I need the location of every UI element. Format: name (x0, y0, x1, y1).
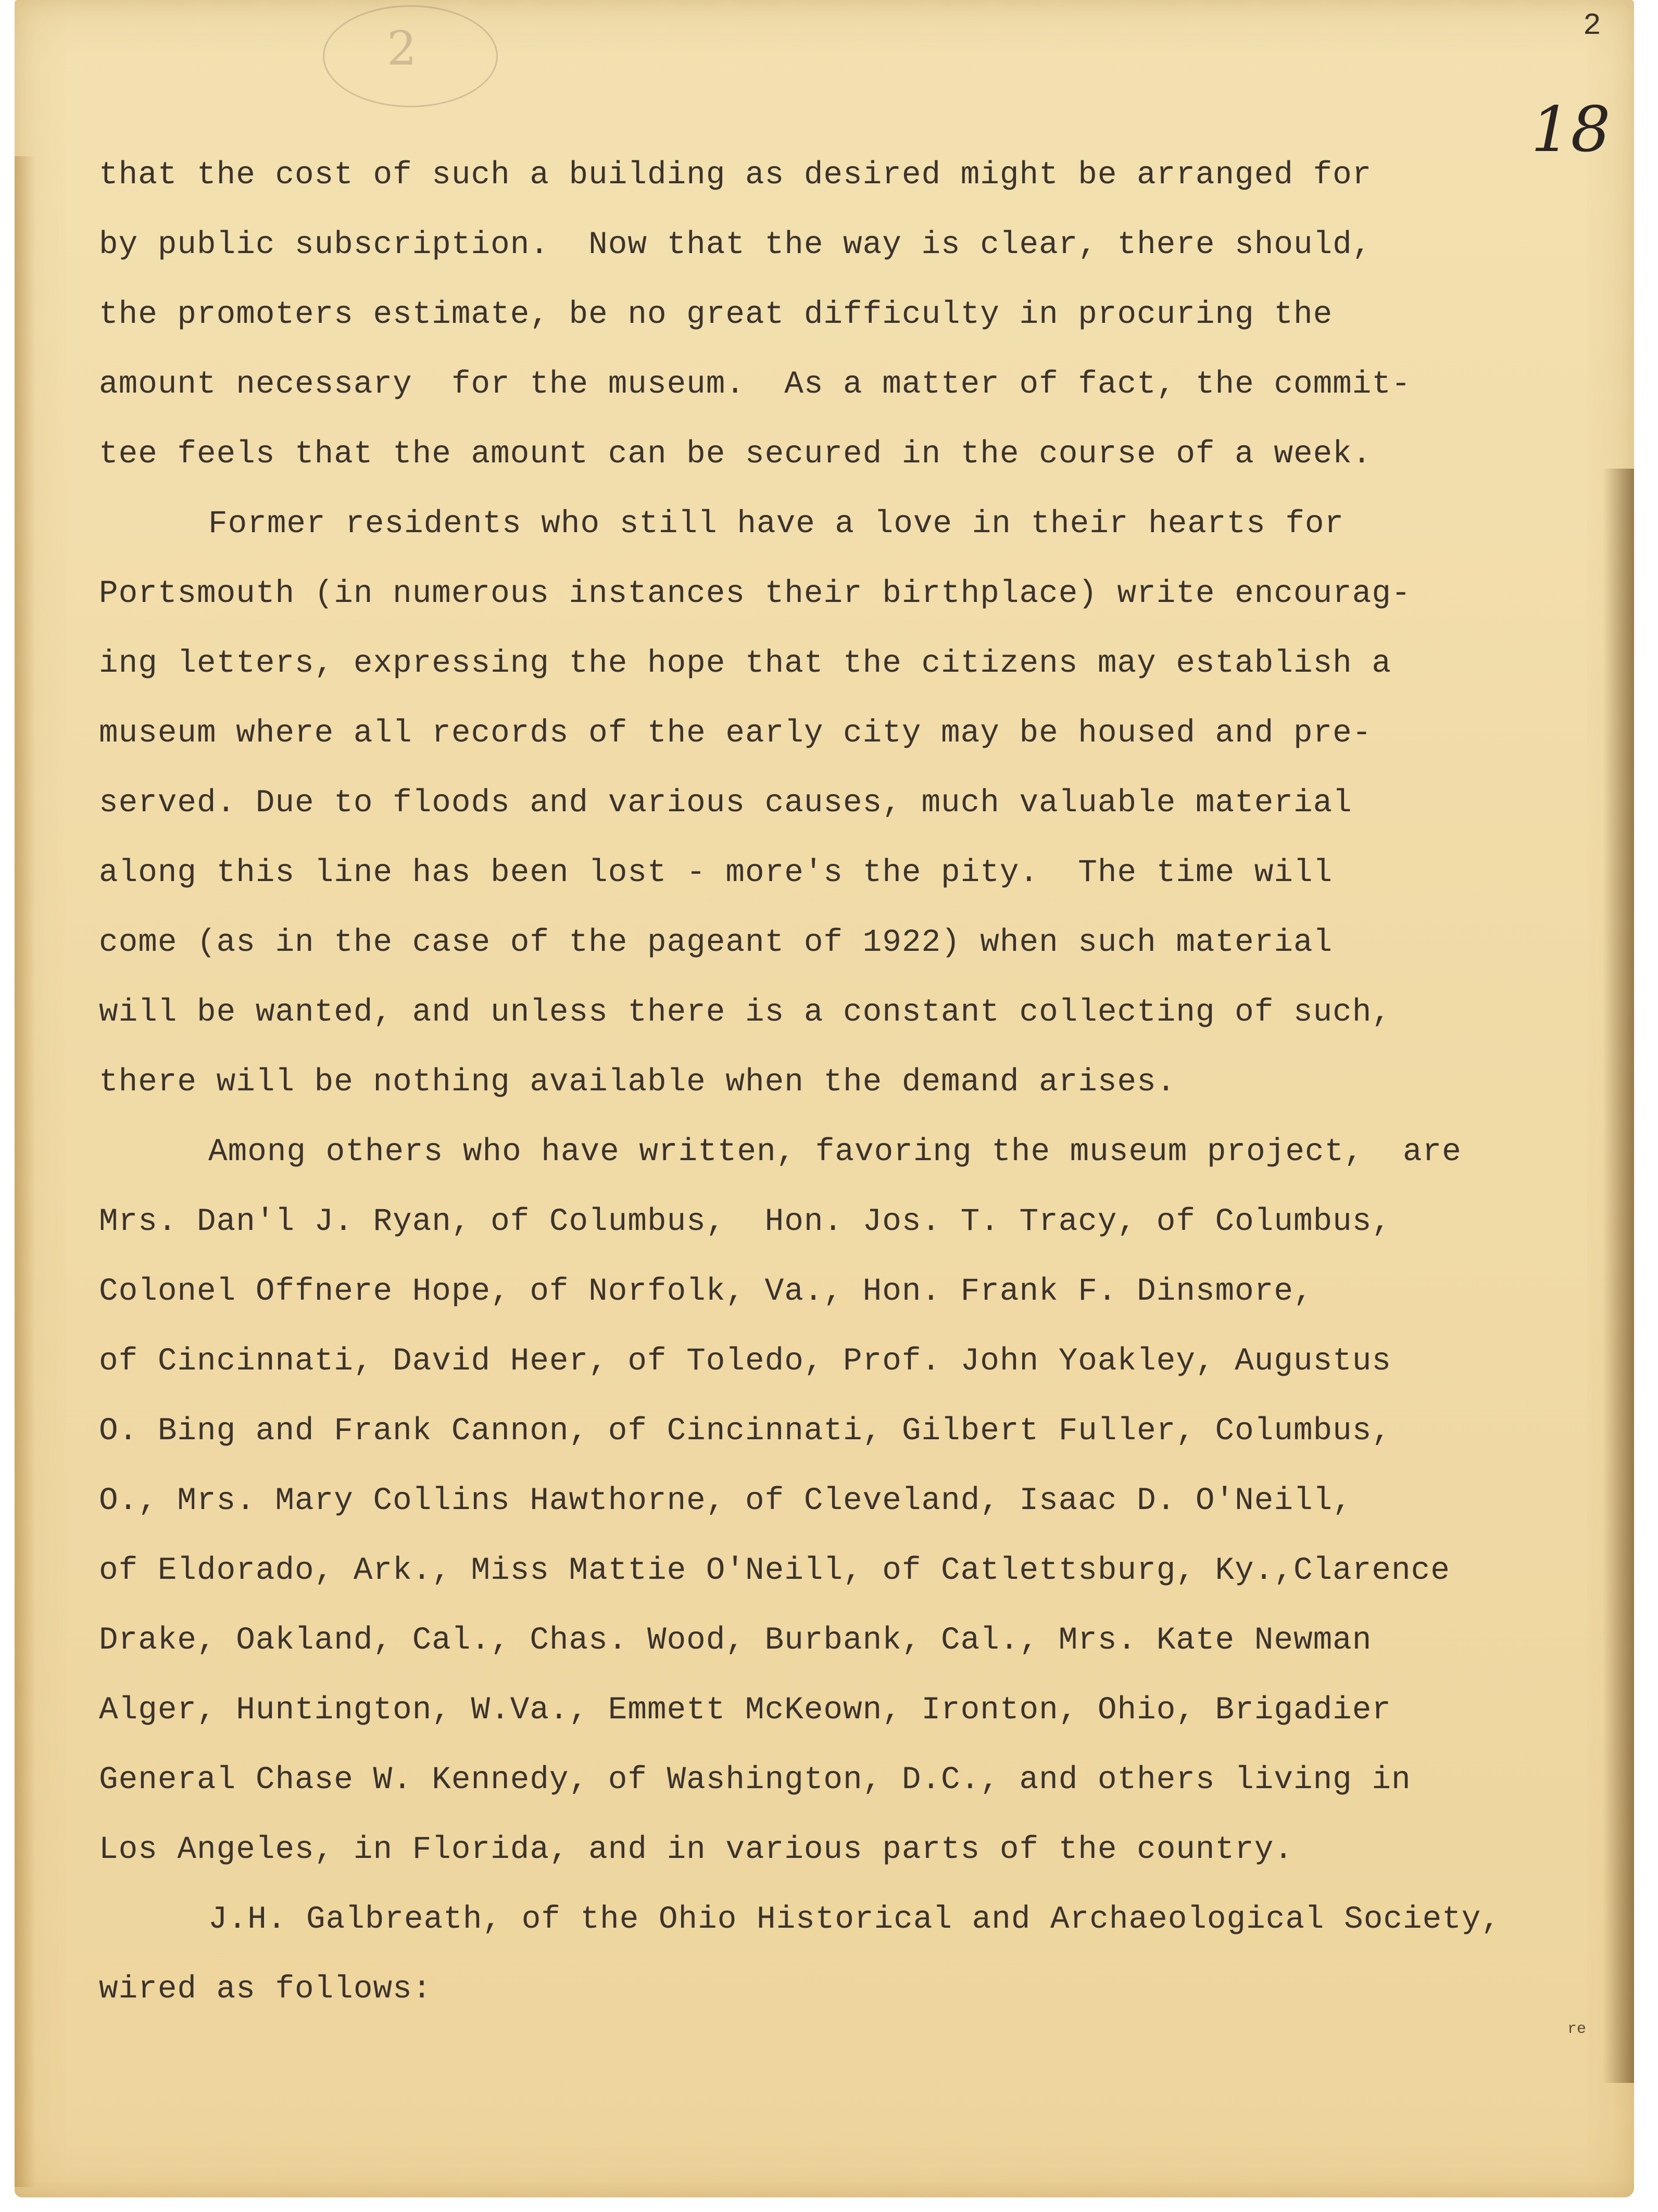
text-line: Mrs. Dan'l J. Ryan, of Columbus, Hon. Jos. T. Tracy, of Columbus, (99, 1204, 1391, 1240)
page-edge-shadow-right (1603, 469, 1634, 2083)
text-line: there will be nothing available when the demand arises. (99, 1064, 1176, 1100)
text-line: Alger, Huntington, W.Va., Emmett McKeown, Ironton, Ohio, Brigadier (99, 1692, 1391, 1728)
text-line: wired as follows: (99, 1971, 432, 2007)
text-line: come (as in the case of the pageant of 1922) when such material (99, 925, 1333, 961)
text-line: O. Bing and Frank Cannon, of Cincinnati, Gilbert Fuller, Columbus, (99, 1413, 1391, 1449)
faint-circle-mark (323, 5, 498, 107)
text-line: J.H. Galbreath, of the Ohio Historical and Archaeological Society, (208, 1902, 1501, 1938)
text-line: Drake, Oakland, Cal., Chas. Wood, Burbank, Cal., Mrs. Kate Newman (99, 1623, 1372, 1658)
text-line: of Cincinnati, David Heer, of Toledo, Prof. John Yoakley, Augustus (99, 1343, 1391, 1379)
text-line: Colonel Offnere Hope, of Norfolk, Va., Hon. Frank F. Dinsmore, (99, 1274, 1313, 1310)
text-line: Portsmouth (in numerous instances their birthplace) write encourag- (99, 576, 1411, 612)
text-line: the promoters estimate, be no great difficulty in procuring the (99, 297, 1333, 333)
document-body (99, 141, 1567, 2025)
text-line: that the cost of such a building as desired might be arranged for (99, 157, 1372, 193)
text-line: Among others who have written, favoring the museum project, are (208, 1134, 1462, 1170)
text-line: served. Due to floods and various causes, much valuable material (99, 785, 1352, 821)
text-line: General Chase W. Kennedy, of Washington, D.C., and others living in (99, 1762, 1411, 1798)
text-line: of Eldorado, Ark., Miss Mattie O'Neill, of Catlettsburg, Ky.,Clarence (99, 1553, 1450, 1589)
margin-fragment: re (1567, 2020, 1587, 2038)
page-edge-shadow-left (15, 156, 35, 2187)
text-line: tee feels that the amount can be secured in the course of a week. (99, 436, 1372, 472)
text-line: Los Angeles, in Florida, and in various parts of the country. (99, 1832, 1293, 1868)
text-line: O., Mrs. Mary Collins Hawthorne, of Cleveland, Isaac D. O'Neill, (99, 1483, 1352, 1519)
text-line: amount necessary for the museum. As a matter of fact, the commit- (99, 367, 1411, 403)
text-line: museum where all records of the early city may be housed and pre- (99, 715, 1372, 751)
faint-circle-number: 2 (387, 21, 417, 76)
text-line: along this line has been lost - more's the pity. The time will (99, 855, 1333, 891)
text-line: by public subscription. Now that the way is clear, there should, (99, 227, 1372, 263)
text-line: Former residents who still have a love in their hearts for (208, 506, 1345, 542)
text-line: will be wanted, and unless there is a constant collecting of such, (99, 995, 1391, 1030)
page-number: 2 (1583, 9, 1601, 43)
text-line: ing letters, expressing the hope that the citizens may establish a (99, 646, 1391, 682)
handwritten-page-number: 18 (1531, 94, 1611, 166)
